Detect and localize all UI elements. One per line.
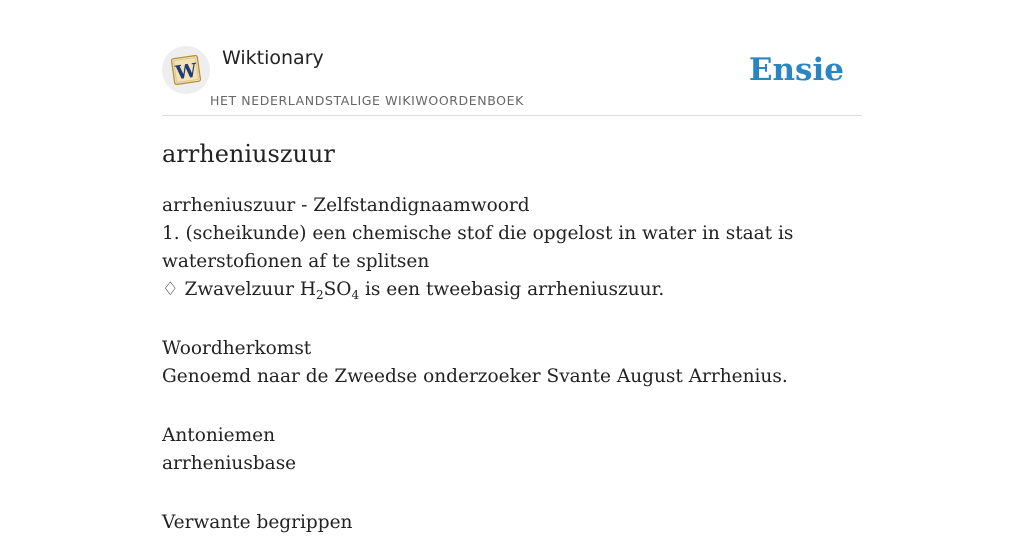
example-sub-2: 4 [351, 288, 360, 302]
related-section [162, 509, 802, 537]
example-marker: ♢ [162, 279, 179, 300]
example-lead: Zwavelzuur H [184, 279, 316, 300]
antonyms-section [162, 422, 802, 478]
example-sub-1: 2 [315, 288, 324, 302]
wiktionary-logo-icon[interactable] [162, 46, 210, 94]
example-mid: SO [323, 279, 352, 300]
page-title: arrheniuszuur [162, 140, 335, 168]
site-header [162, 44, 862, 116]
entry-content [162, 192, 802, 537]
etymology-heading: Woordherkomst [162, 338, 312, 359]
site-name[interactable]: Wiktionary [222, 47, 324, 69]
site-tagline: HET NEDERLANDSTALIGE WIKIWOORDENBOEK [210, 93, 524, 108]
wiktionary-tile-icon [169, 53, 203, 87]
antonym-link[interactable]: arrheniusbase [162, 453, 297, 474]
example-tail: is een tweebasig arrheniuszuur. [364, 279, 665, 300]
ensie-brand-link[interactable]: Ensie [748, 52, 844, 88]
etymology-section [162, 335, 802, 391]
related-heading: Verwante begrippen [162, 512, 353, 533]
entry-example [162, 276, 802, 304]
entry-heading: arrheniuszuur - Zelfstandignaamwoord [162, 195, 530, 216]
antonyms-heading: Antoniemen [162, 425, 276, 446]
etymology-text: Genoemd naar de Zweedse onderzoeker Svante August Arrhenius. [162, 366, 788, 387]
entry-definition: 1. (scheikunde) een chemische stof die opgelost in water in staat is waterstofionen af te splitsen [162, 223, 794, 272]
logo-letter: W [174, 59, 199, 85]
